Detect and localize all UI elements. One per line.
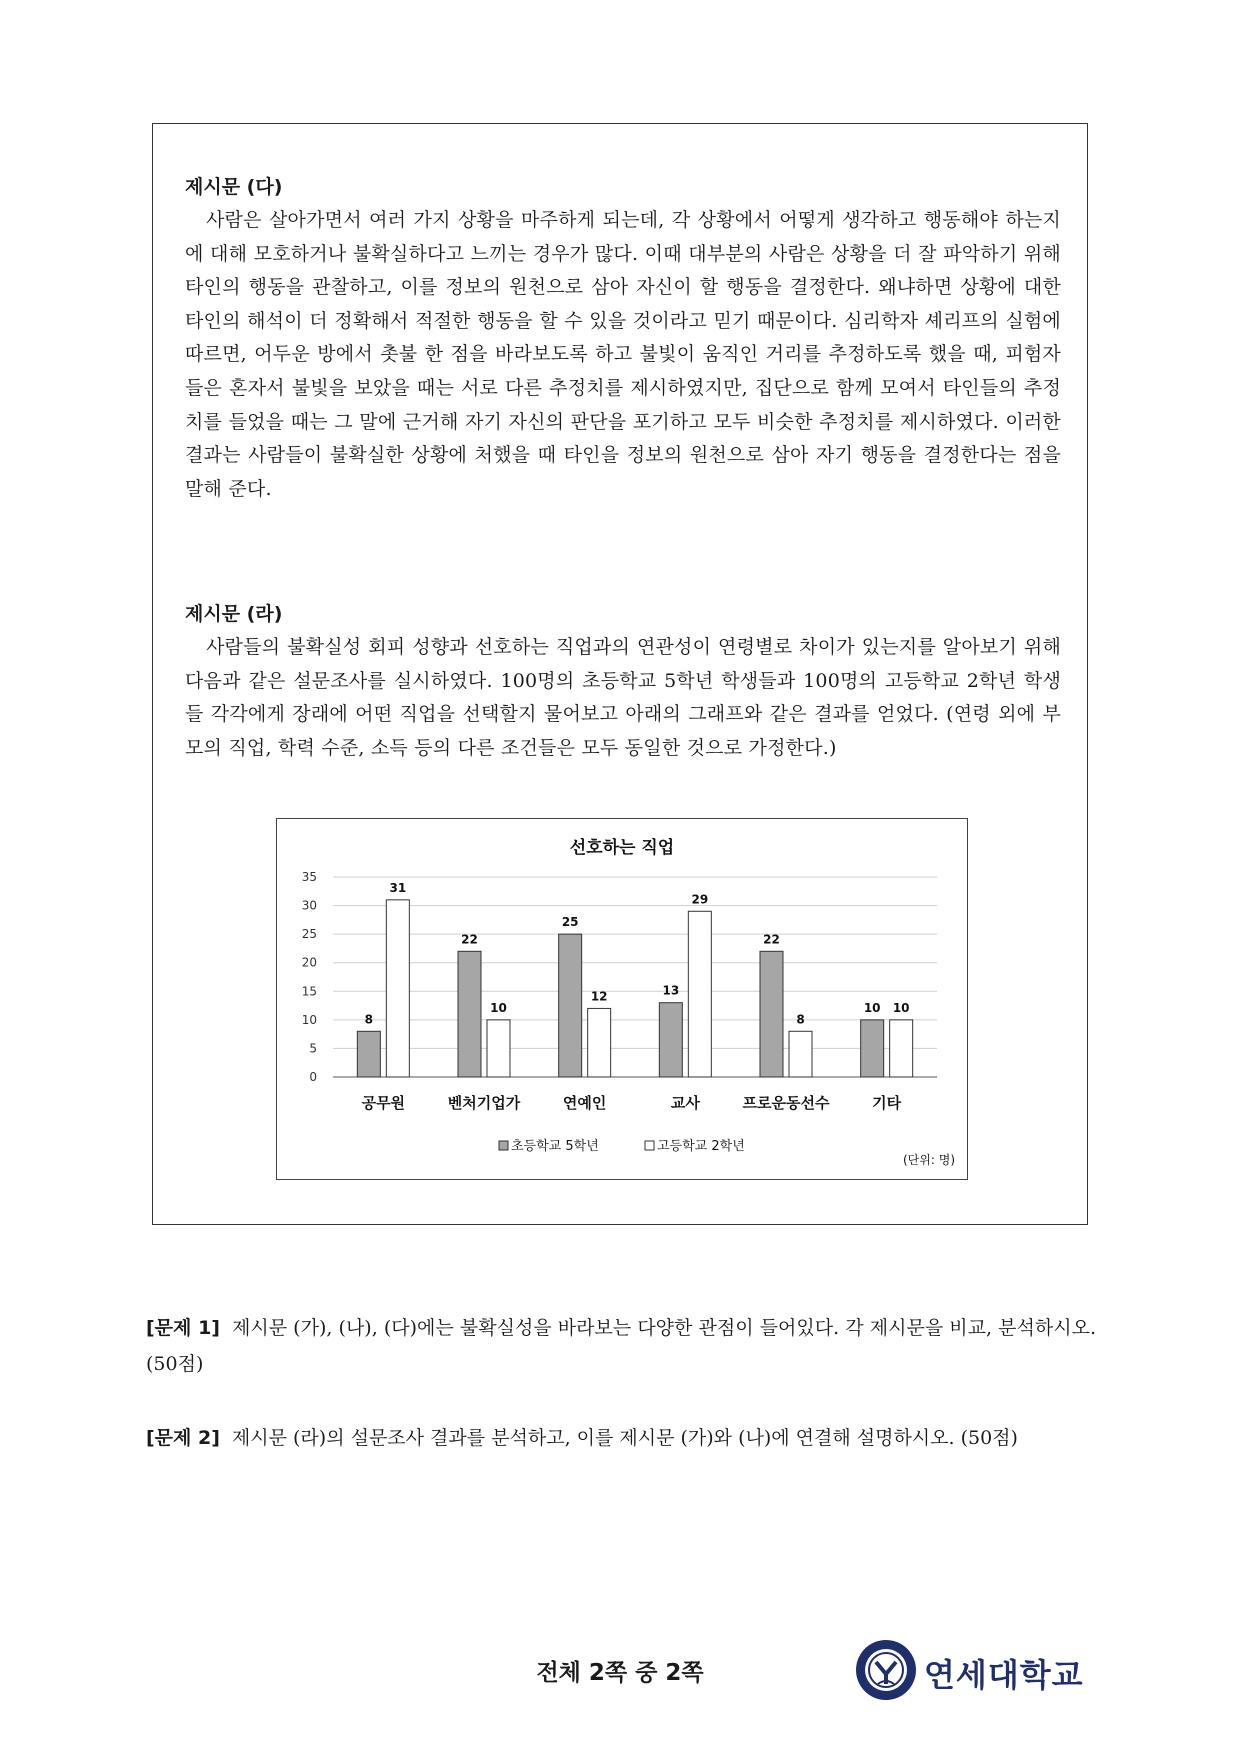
- data-label: 31: [389, 880, 407, 895]
- data-label: 10: [490, 1000, 507, 1015]
- y-tick-label: 15: [301, 984, 317, 999]
- y-tick-label: 10: [301, 1012, 317, 1027]
- bar: [688, 911, 711, 1077]
- x-tick-label: 프로운동선수: [742, 1094, 830, 1112]
- university-logo: [854, 1640, 1094, 1700]
- section-da-body: 사람은 살아가면서 여러 가지 상황을 마주하게 되는데, 각 상황에서 어떻게 생각하고 행동해야 하는지에 대해 모호하거나 불확실하다고 느끼는 경우가 많다. 이때 대부분의 사람은 상황을 더 잘 파악하기 위해 타인의 행동을 관찰하고, 이를 정보의 원천으로 삼아 자신이 할 행동을 결정한다. 왜냐하면 상황에 대한 타인의 해석이 더 정확해서 적절한 행동을 할 수 있을 것이라고 믿기 때문이다. 심리학자 셰리프의 실험에 따르면, 어두운 방에서 촛불 한 점을 바라보도록 하고 불빛이 움직인 거리를 추정하도록 했을 때, 피험자들은 혼자서 불빛을 보았을 때는 서로 다른 추정치를 제시하였지만, 집단으로 함께 모여서 타인들의 추정치를 들었을 때는 그 말에 근거해 자기 자신의 판단을 포기하고 모두 비슷한 추정치를 제시하였다. 이러한 결과는 사람들이 불확실한 상황에 처했을 때 타인을 정보의 원천으로 삼아 자기 행동을 결정한다는 점을 말해 준다.: [185, 209, 1061, 500]
- legend-label: 고등학교 2학년: [657, 1139, 745, 1154]
- question-2-label: [문제 2]: [146, 1427, 220, 1449]
- x-tick-label: 벤처기업가: [447, 1094, 521, 1112]
- legend-swatch: [499, 1141, 508, 1150]
- y-tick-label: 5: [309, 1041, 317, 1056]
- legend-label: 초등학교 5학년: [511, 1139, 599, 1154]
- question-2: [146, 1420, 1096, 1456]
- section-da-title: 제시문 (다): [185, 176, 283, 198]
- bar: [588, 1008, 611, 1077]
- x-tick-label: 기타: [872, 1094, 902, 1112]
- data-label: 22: [763, 932, 780, 947]
- job-preference-chart: [276, 818, 968, 1180]
- y-tick-label: 20: [301, 955, 317, 970]
- bar: [458, 951, 481, 1077]
- x-tick-label: 공무원: [361, 1094, 406, 1112]
- page-number: 전체 2쪽 중 2쪽: [536, 1660, 704, 1686]
- chart-title: 선호하는 직업: [569, 838, 675, 858]
- unit-note: (단위: 명): [903, 1153, 955, 1167]
- data-label: 10: [863, 1000, 881, 1015]
- university-name: 연세대학교: [924, 1656, 1084, 1694]
- question-1-text: 제시문 (가), (나), (다)에는 불확실성을 바라보는 다양한 관점이 들어있다. 각 제시문을 비교, 분석하시오. (50점): [146, 1317, 1096, 1375]
- bar: [357, 1031, 380, 1077]
- data-label: 13: [662, 983, 680, 998]
- bar: [890, 1020, 913, 1077]
- bar: [487, 1020, 510, 1077]
- data-label: 8: [796, 1012, 805, 1027]
- chart-canvas: [277, 819, 967, 1179]
- x-tick-label: 연예인: [562, 1094, 607, 1112]
- x-tick-label: 교사: [670, 1094, 700, 1112]
- data-label: 25: [561, 915, 579, 930]
- section-ra-body: 사람들의 불확실성 회피 성향과 선호하는 직업과의 연관성이 연령별로 차이가 있는지를 알아보기 위해 다음과 같은 설문조사를 실시하였다. 100명의 초등학교 5학년 학생들과 100명의 고등학교 2학년 학생들 각각에게 장래에 어떤 직업을 선택할지 물어보고 아래의 그래프와 같은 결과를 얻었다. (연령 외에 부모의 직업, 학력 수준, 소득 등의 다른 조건들은 모두 동일한 것으로 가정한다.): [185, 636, 1061, 759]
- bar: [659, 1003, 682, 1077]
- data-label: 10: [892, 1000, 910, 1015]
- bar: [386, 900, 409, 1077]
- bar: [789, 1031, 812, 1077]
- y-tick-label: 30: [301, 898, 317, 913]
- question-1-label: [문제 1]: [146, 1317, 220, 1339]
- y-tick-label: 35: [301, 870, 317, 884]
- bar: [861, 1020, 884, 1077]
- bar: [760, 951, 783, 1077]
- question-1: [146, 1310, 1096, 1382]
- bar: [559, 934, 582, 1077]
- y-tick-label: 25: [301, 927, 317, 942]
- question-2-text: 제시문 (라)의 설문조사 결과를 분석하고, 이를 제시문 (가)와 (나)에 연결해 설명하시오. (50점): [231, 1427, 1018, 1449]
- university-seal-icon: [854, 1638, 918, 1702]
- data-label: 12: [590, 989, 608, 1004]
- legend-swatch: [645, 1141, 654, 1150]
- y-tick-label: 0: [309, 1070, 317, 1084]
- data-label: 8: [364, 1012, 374, 1027]
- data-label: 29: [691, 892, 709, 907]
- data-label: 22: [461, 932, 478, 947]
- section-ra-title: 제시문 (라): [185, 603, 283, 625]
